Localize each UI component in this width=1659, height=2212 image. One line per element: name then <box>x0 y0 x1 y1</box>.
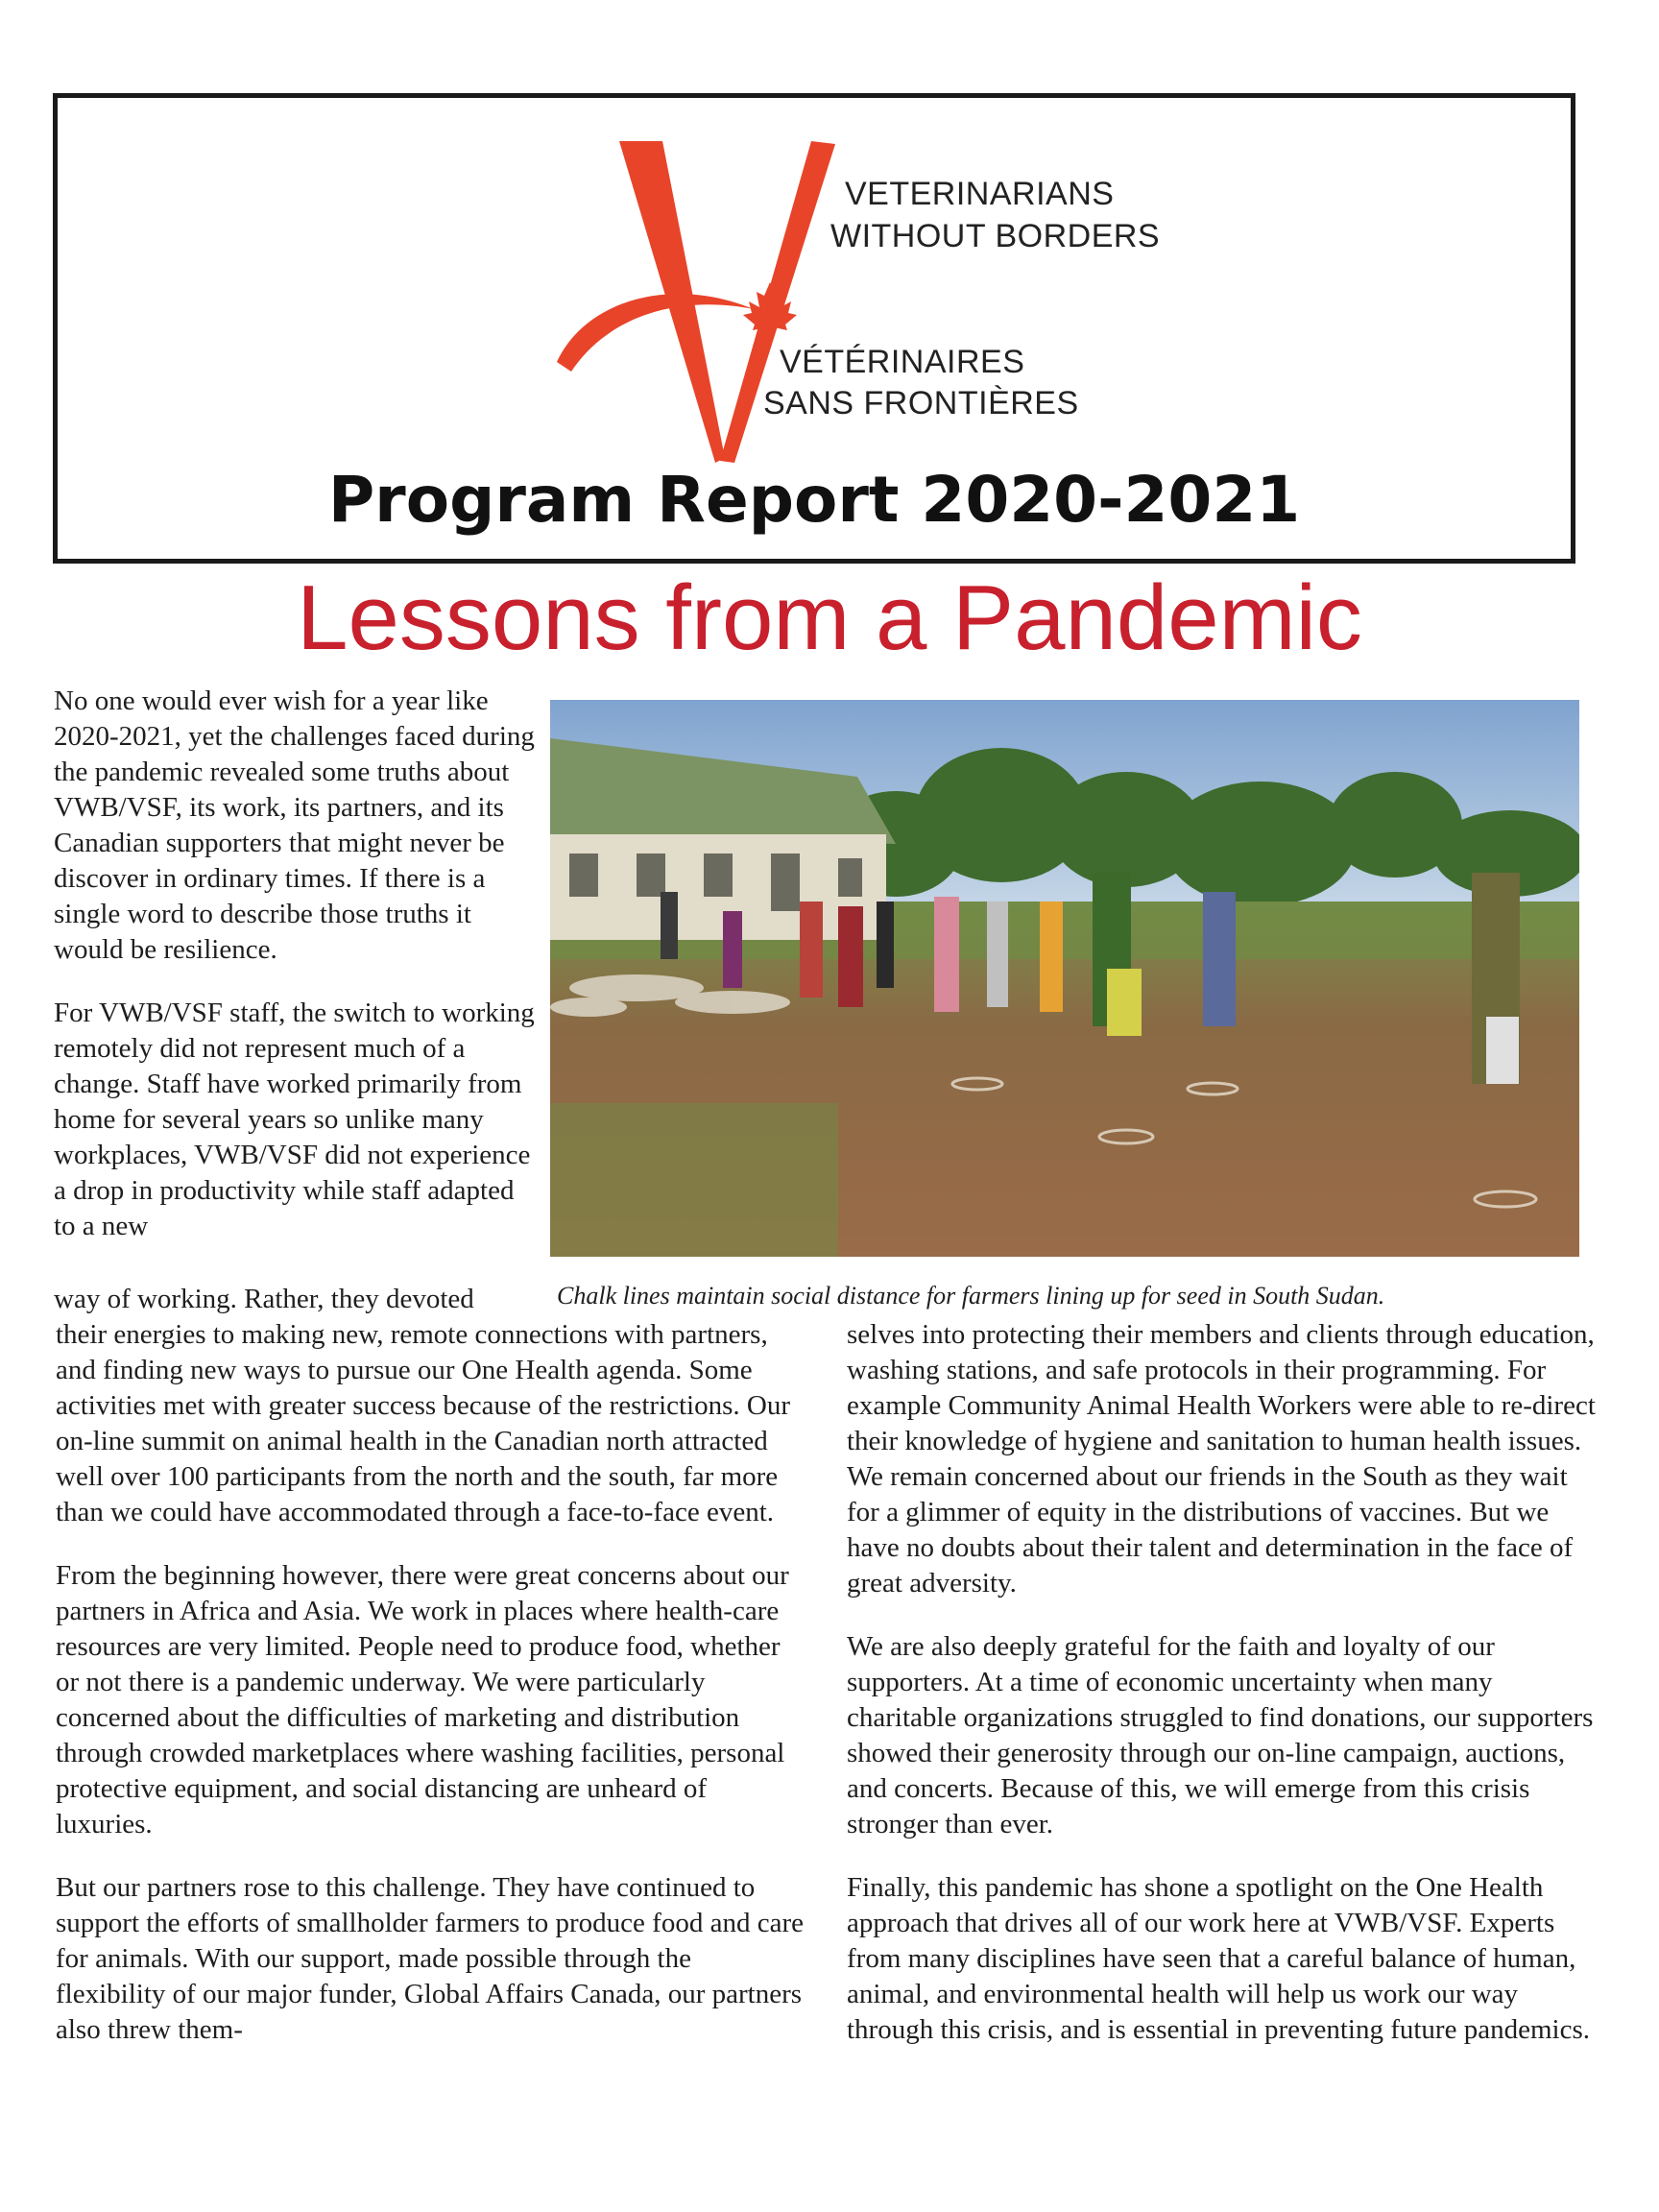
org-name-fr-line2: SANS FRONTIÈRES <box>763 385 1079 421</box>
right-paragraph-1: selves into protecting their members and clients through education, washing stations, and safe protocols in their programming. For example Community Animal Health Workers were able to re-direct their knowledge of hygiene and sanitation to human health issues. We remain concerned about our friends in the South as they wait for a glimmer of equity in the distributions of vaccines. But we have no doubts about their talent and determination in the face of great adversity. <box>847 1319 1596 1599</box>
photo-illustration <box>550 700 1579 1257</box>
right-paragraph-3: Finally, this pandemic has shone a spotlight on the One Health approach that drives all of our work here at VWB/VSF. Experts from many disciplines have seen that a careful balance of human, animal, and environmental health will help us work our way through this crisis, and is essential in preventing future pandemics. <box>847 1872 1590 2045</box>
org-name-en-line1: VETERINARIANS <box>845 176 1115 212</box>
intro-wrap-line: way of working. Rather, they devoted <box>54 1284 474 1314</box>
left-column <box>56 1317 805 2076</box>
intro-paragraph-1: No one would ever wish for a year like 2020-2021, yet the challenges faced during the pandemic revealed some truths about VWB/VSF, its work, its partners, and its Canadian supporters that might never be discover in ordinary times. If there is a single word to describe those truths it would be resilience. <box>54 685 535 965</box>
left-paragraph-3: But our partners rose to this challenge. They have continued to support the efforts of smallholder farmers to produce food and care for animals. With our support, made possible through the flexibility of our major funder, Global Affairs Canada, our partners also threw them- <box>56 1872 804 2045</box>
page-headline: Lessons from a Pandemic <box>297 566 1362 669</box>
vwb-logo-v-icon <box>518 117 883 501</box>
left-paragraph-1: their energies to making new, remote connections with partners, and finding new ways to pursue our One Health agenda. Some activities met with greater success because of the restrictions. Our on-line summit on animal health in the Canadian north attracted well over 100 participants from the north and the south, far more than we could have accommodated through a face-to-face event. <box>56 1319 791 1527</box>
right-paragraph-2: We are also deeply grateful for the faith and loyalty of our supporters. At a time of economic uncertainty when many charitable organizations struggled to find donations, our supporters showed their generosity through our on-line campaign, auctions, and concerts. Because of this, we will emerge from this crisis stronger than ever. <box>847 1631 1594 1839</box>
photo-caption: Chalk lines maintain social distance for farmers lining up for seed in South Sudan. <box>557 1282 1385 1310</box>
intro-text <box>54 684 539 1244</box>
intro-paragraph-2: For VWB/VSF staff, the switch to working remotely did not represent much of a change. Staff have worked primarily from home for several years so unlike many workplaces, VWB/VSF did not experience a drop in productivity while staff adapted to a new <box>54 998 535 1241</box>
right-column <box>847 1317 1605 2076</box>
org-name-fr-line1: VÉTÉRINAIRES <box>780 344 1025 380</box>
masthead-box <box>53 93 1575 564</box>
org-name-en-line2: WITHOUT BORDERS <box>830 218 1161 254</box>
farmers-photo <box>550 700 1579 1257</box>
report-title: Program Report 2020-2021 <box>327 463 1301 537</box>
left-paragraph-2: From the beginning however, there were great concerns about our partners in Africa and Asia. We work in places where health-care resources are very limited. People need to produce food, whether or not there is a pandemic underway. We were particularly concerned about the difficulties of marketing and distribution through crowded marketplaces where washing facilities, personal protective equipment, and social distancing are unheard of luxuries. <box>56 1560 789 1839</box>
